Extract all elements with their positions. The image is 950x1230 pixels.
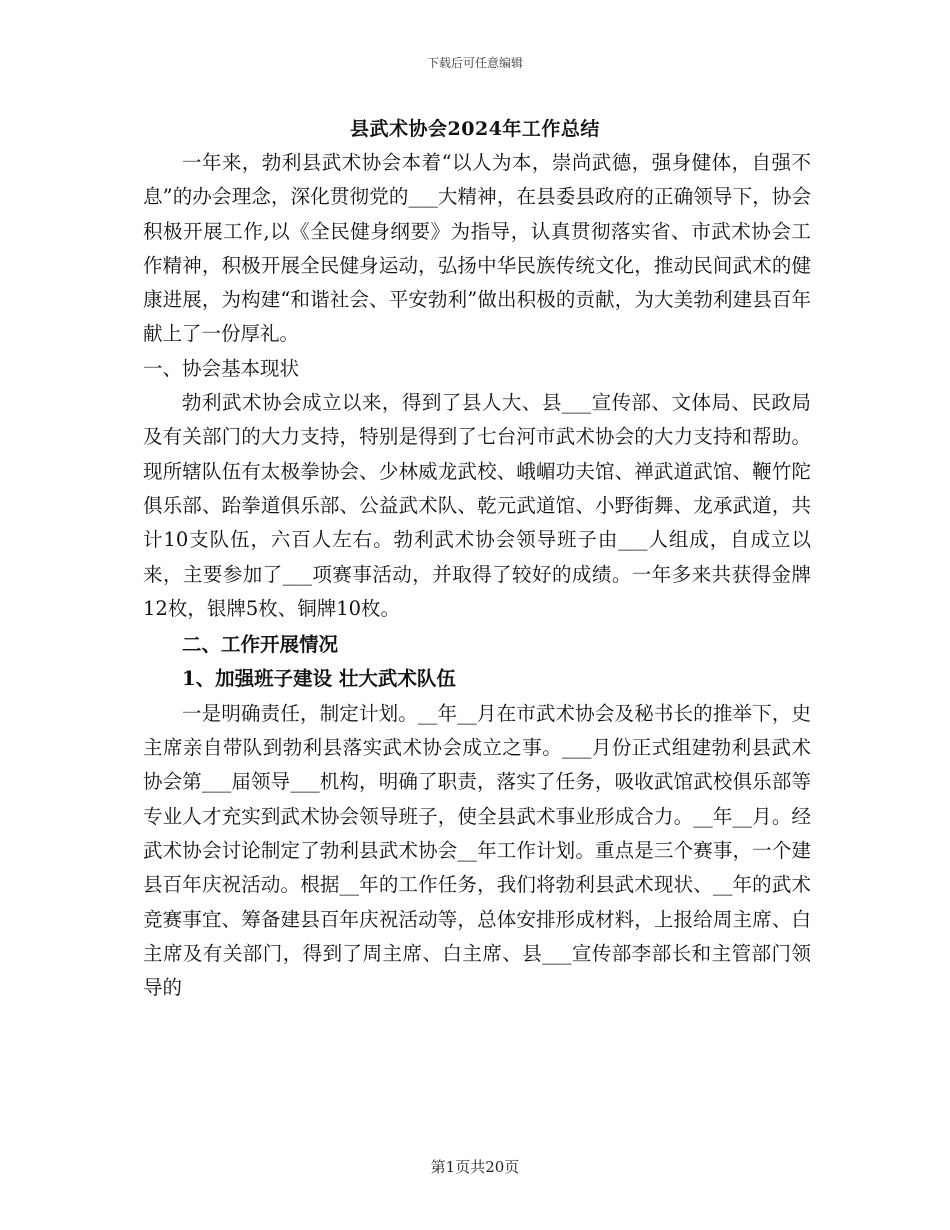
page-number: 第1页共20页 bbox=[430, 1158, 520, 1176]
team-building-paragraph: 一是明确责任，制定计划。__年__月在市武术协会及秘书长的推举下，史主席亲自带队到勃利县落实武术协会成立之事。___月份正式组建勃利县武术协会第___届领导___机构，明确了职责，落实了任务，吸收武馆武校俱乐部等专业人才充实到武术协会领导班子，使全县武术事业形成合力。__年__月。经武术协会讨论制定了勃利县武术协会__年工作计划。重点是三个赛事，一个建县百年庆祝活动。根据__年的工作任务，我们将勃利县武术现状、__年的武术竞赛事宜、筹备建县百年庆祝活动等，总体安排形成材料，上报给周主席、白主席及有关部门，得到了周主席、白主席、县___宣传部李部长和主管部门领导的 bbox=[143, 701, 811, 1000]
subsection-heading-team-building: 1、加强班子建设 壮大武术队伍 bbox=[182, 667, 456, 691]
section-heading-basic-status: 一、协会基本现状 bbox=[143, 356, 300, 380]
document-title: 县武术协会2024年工作总结 bbox=[350, 118, 600, 140]
document-body bbox=[143, 146, 811, 1005]
basic-status-paragraph: 勃利武术协会成立以来，得到了县人大、县___宣传部、文体局、民政局及有关部门的大力支持，特别是得到了七台河市武术协会的大力支持和帮助。现所辖队伍有太极拳协会、少林威龙武校、峨嵋功夫馆、禅武道武馆、鞭竹陀俱乐部、跆拳道俱乐部、公益武术队、乾元武道馆、小野街舞、龙承武道，共计10支队伍，六百人左右。勃利武术协会领导班子由___人组成，自成立以来，主要参加了___项赛事活动，并取得了较好的成绩。一年多来共获得金牌12枚，银牌5枚、铜牌10枚。 bbox=[143, 391, 811, 620]
intro-paragraph: 一年来，勃利县武术协会本着“以人为本，崇尚武德，强身健体，自强不息”的办会理念，深化贯彻党的___大精神，在县委县政府的正确领导下，协会积极开展工作,以《全民健身纲要》为指导，认真贯彻落实省、市武术协会工作精神，积极开展全民健身运动，弘扬中华民族传统文化，推动民间武术的健康进展，为构建“和谐社会、平安勃利”做出积极的贡献，为大美勃利建县百年献上了一份厚礼。 bbox=[143, 151, 811, 346]
header-note: 下载后可任意编辑 bbox=[426, 56, 523, 70]
section-heading-work-progress: 二、工作开展情况 bbox=[182, 633, 339, 657]
